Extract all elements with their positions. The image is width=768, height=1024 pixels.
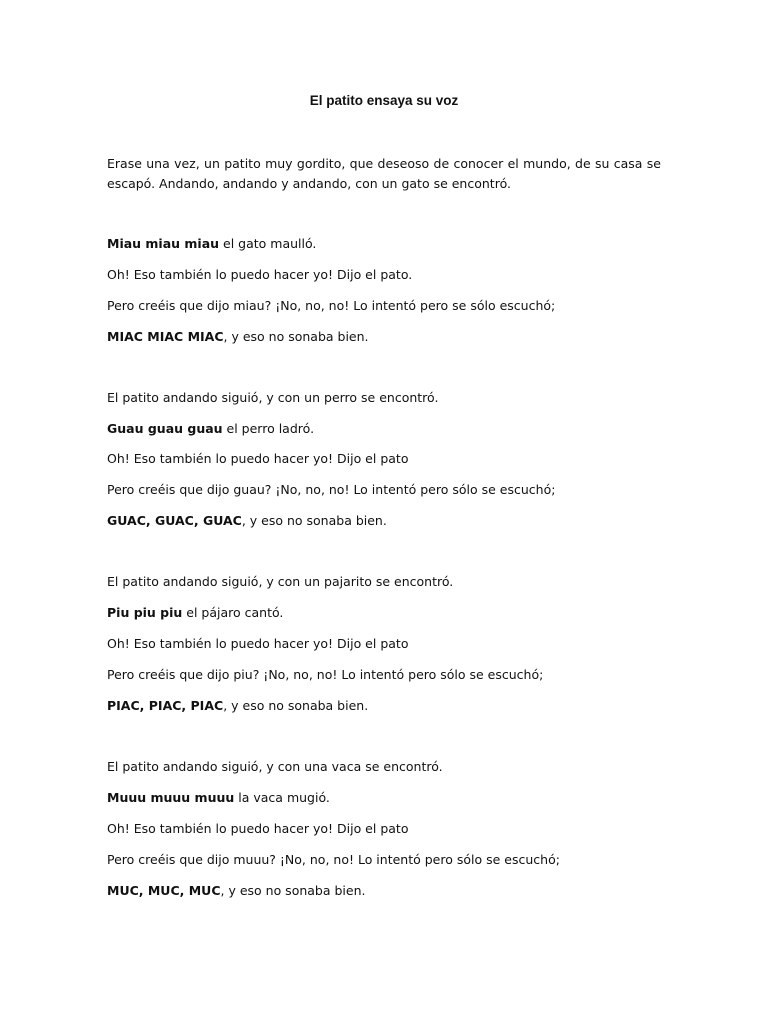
line-text: Pero creéis que dijo miau? ¡No, no, no! Lo intentó pero se sólo escuchó;: [107, 298, 556, 313]
story-line: [107, 513, 667, 529]
line-text: el pájaro cantó.: [182, 605, 284, 620]
line-text: , y eso no sonaba bien.: [241, 513, 387, 528]
story-line: [107, 636, 667, 652]
line-text: El patito andando siguió, y con un perro se encontró.: [107, 390, 439, 405]
line-text: Oh! Eso también lo puedo hacer yo! Dijo el pato: [107, 451, 409, 466]
story-line: [107, 574, 667, 590]
sound-bold: MUC, MUC, MUC: [107, 883, 221, 898]
story-line: [107, 852, 667, 868]
story-line: [107, 759, 667, 775]
story-line: [107, 267, 667, 283]
line-text: El patito andando siguió, y con un pajarito se encontró.: [107, 574, 454, 589]
line-text: , y eso no sonaba bien.: [223, 698, 369, 713]
line-text: Oh! Eso también lo puedo hacer yo! Dijo el pato: [107, 821, 409, 836]
story-line: [107, 329, 667, 345]
line-text: Pero creéis que dijo muuu? ¡No, no, no! Lo intentó pero sólo se escuchó;: [107, 852, 560, 867]
sound-bold: PIAC, PIAC, PIAC: [107, 698, 224, 713]
story-line: [107, 451, 667, 467]
story-line: [107, 390, 667, 406]
sound-bold: MIAC MIAC MIAC: [107, 329, 224, 344]
line-text: Pero creéis que dijo piu? ¡No, no, no! Lo intentó pero sólo se escuchó;: [107, 667, 544, 682]
line-text: el perro ladró.: [222, 421, 315, 436]
story-line: [107, 421, 667, 437]
line-text: Pero creéis que dijo guau? ¡No, no, no! Lo intentó pero sólo se escuchó;: [107, 482, 556, 497]
story-line: [107, 883, 667, 899]
line-text: , y eso no sonaba bien.: [223, 329, 369, 344]
story-line: [107, 821, 667, 837]
line-text: El patito andando siguió, y con una vaca se encontró.: [107, 759, 443, 774]
story-line: [107, 667, 667, 683]
sound-bold: GUAC, GUAC, GUAC: [107, 513, 242, 528]
story-line: [107, 790, 667, 806]
sound-bold: Piu piu piu: [107, 605, 183, 620]
story-line: [107, 298, 667, 314]
document-title: El patito ensaya su voz: [309, 93, 459, 108]
story-line: [107, 236, 667, 252]
intro-paragraph: Erase una vez, un patito muy gordito, que deseoso de conocer el mundo, de su casa se escapó. Andando, andando y andando, con un gato se encontró.: [107, 156, 661, 191]
sound-bold: Guau guau guau: [107, 421, 223, 436]
line-text: Oh! Eso también lo puedo hacer yo! Dijo el pato: [107, 636, 409, 651]
line-text: el gato maulló.: [219, 236, 317, 251]
line-text: la vaca mugió.: [234, 790, 330, 805]
story-line: [107, 698, 667, 714]
line-text: , y eso no sonaba bien.: [220, 883, 366, 898]
story-line: [107, 482, 667, 498]
story-line: [107, 605, 667, 621]
line-text: Oh! Eso también lo puedo hacer yo! Dijo el pato.: [107, 267, 413, 282]
sound-bold: Miau miau miau: [107, 236, 220, 251]
sound-bold: Muuu muuu muuu: [107, 790, 235, 805]
